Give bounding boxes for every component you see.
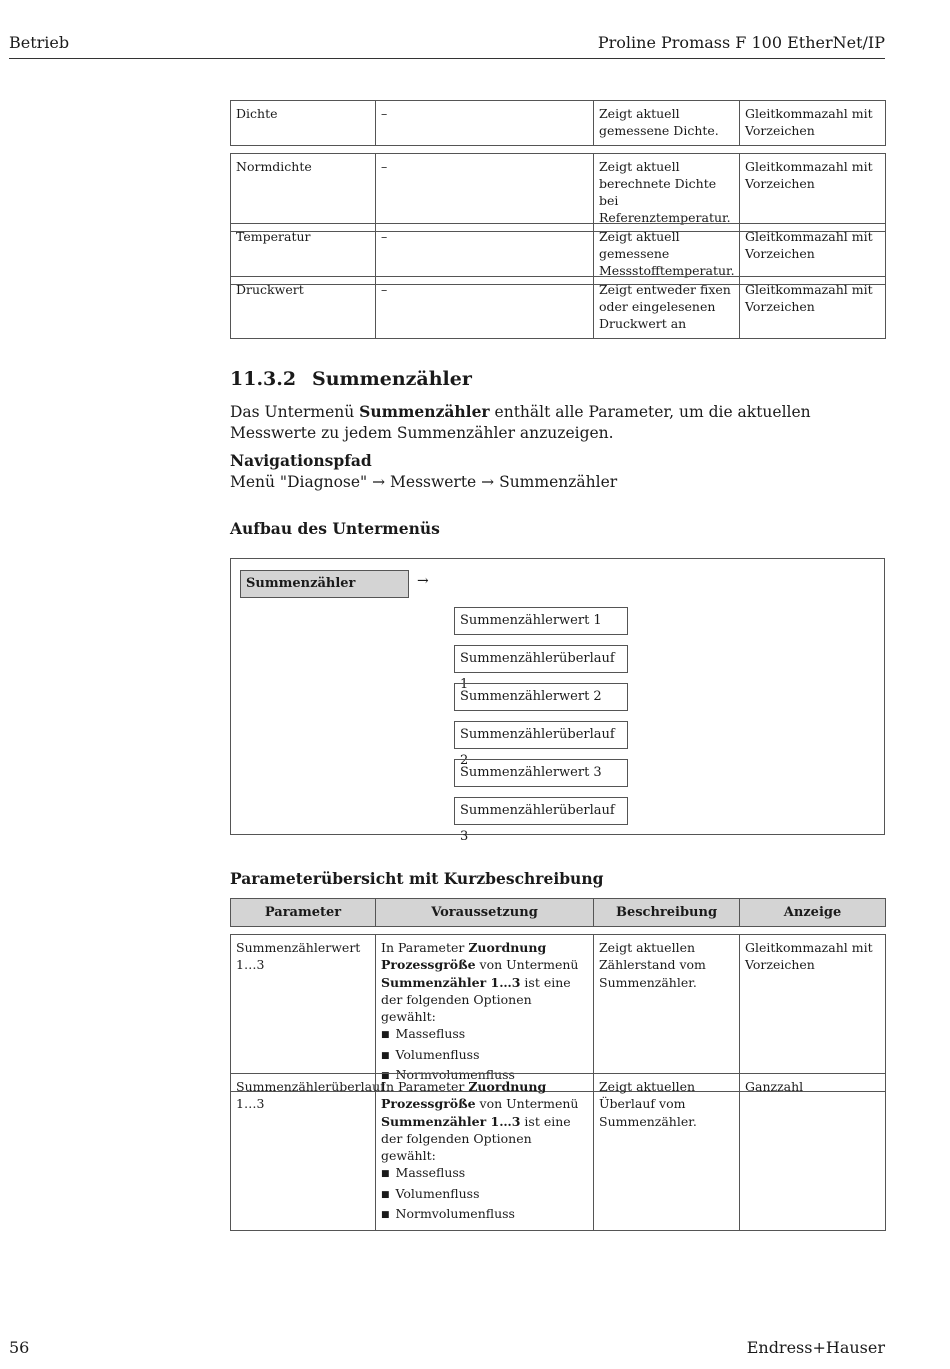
- voraussetzung-text: von Untermenü: [475, 957, 579, 973]
- section-heading: [230, 368, 472, 390]
- column-header: Anzeige: [740, 899, 886, 927]
- param-name: Temperatur: [231, 224, 376, 285]
- overview-table-header: [230, 898, 886, 927]
- param-name: Summenzählerwert 1…3: [231, 935, 376, 1092]
- submenu-item: Summenzählerüberlauf 3: [454, 797, 628, 825]
- overview-heading: Parameterübersicht mit Kurzbeschreibung: [230, 869, 604, 888]
- column-header: Voraussetzung: [376, 899, 594, 927]
- intro-text-pre: Das Untermenü: [230, 403, 360, 421]
- list-item: ■ Volumenfluss: [381, 1046, 589, 1066]
- voraussetzung-param: Zuordnung Prozessgröße: [381, 940, 547, 973]
- voraussetzung-text: In Parameter: [381, 940, 469, 955]
- submenu-item: Summenzählerwert 1: [454, 607, 628, 635]
- param-beschreibung: Zeigt aktuell berechnete Dichte bei Referenztemperatur.: [594, 154, 740, 232]
- section-title: Summenzähler: [312, 368, 472, 390]
- aufbau-heading: Aufbau des Untermenüs: [230, 519, 440, 538]
- voraussetzung-submenu: Summenzähler 1…3: [381, 1113, 521, 1129]
- arrow-right-icon: →: [417, 573, 429, 589]
- page-number: 56: [9, 1338, 30, 1357]
- option-list: [381, 1164, 589, 1225]
- column-header: Parameter: [231, 899, 376, 927]
- column-header: Beschreibung: [594, 899, 740, 927]
- list-item: ■ Massefluss: [381, 1025, 589, 1045]
- param-row-druckwert: [230, 276, 886, 339]
- voraussetzung-text: In Parameter: [381, 1079, 469, 1094]
- param-name: Normdichte: [231, 154, 376, 232]
- param-anzeige: Gleitkommazahl mit Vorzeichen: [740, 224, 886, 285]
- param-voraussetzung: –: [376, 154, 594, 232]
- section-number: 11.3.2: [230, 368, 297, 390]
- list-item: ■ Volumenfluss: [381, 1185, 589, 1205]
- intro-text-post: enthält alle Parameter, um die aktuellen Messwerte zu jedem Summenzähler anzuzeigen.: [230, 403, 811, 442]
- param-anzeige: Gleitkommazahl mit Vorzeichen: [740, 154, 886, 232]
- intro-text-bold: Summenzähler: [359, 402, 490, 421]
- param-anzeige: Gleitkommazahl mit Vorzeichen: [740, 277, 886, 339]
- intro-paragraph: [230, 401, 885, 444]
- submenu-item: Summenzählerüberlauf 1: [454, 645, 628, 673]
- param-voraussetzung: –: [376, 101, 594, 146]
- param-row-normdichte: [230, 153, 886, 232]
- list-item: ■ Normvolumenfluss: [381, 1205, 589, 1225]
- param-beschreibung: Zeigt entweder fixen oder eingelesenen Druckwert an: [594, 277, 740, 339]
- submenu-head: Summenzähler: [240, 570, 409, 598]
- voraussetzung-text: ist eine der folgenden Optionen gewählt:: [381, 974, 571, 1025]
- header-product: Proline Promass F 100 EtherNet/IP: [597, 33, 885, 52]
- param-voraussetzung: –: [376, 224, 594, 285]
- param-beschreibung: Zeigt aktuellen Zählerstand vom Summenzähler.: [594, 935, 740, 1092]
- voraussetzung-text: von Untermenü: [475, 1096, 579, 1112]
- voraussetzung-param: Zuordnung Prozessgröße: [381, 1079, 547, 1112]
- param-beschreibung: Zeigt aktuellen Überlauf vom Summenzähler.: [594, 1074, 740, 1231]
- param-anzeige: Ganzzahl: [740, 1074, 886, 1231]
- param-voraussetzung: [376, 1074, 594, 1231]
- param-anzeige: Gleitkommazahl mit Vorzeichen: [740, 935, 886, 1092]
- param-beschreibung: Zeigt aktuell gemessene Dichte.: [594, 101, 740, 146]
- param-name: Summenzählerüberlauf 1…3: [231, 1074, 376, 1231]
- submenu-item: Summenzählerüberlauf 2: [454, 721, 628, 749]
- param-voraussetzung: –: [376, 277, 594, 339]
- param-beschreibung: Zeigt aktuell gemessene Messstofftemperatur.: [594, 224, 740, 285]
- header-rule: [9, 58, 885, 59]
- param-anzeige: Gleitkommazahl mit Vorzeichen: [740, 101, 886, 146]
- param-name: Dichte: [231, 101, 376, 146]
- nav-path: Menü "Diagnose" → Messwerte → Summenzähler: [230, 473, 618, 491]
- submenu-structure: [230, 558, 885, 844]
- voraussetzung-submenu: Summenzähler 1…3: [381, 974, 521, 990]
- footer-brand: Endress+Hauser: [746, 1338, 885, 1357]
- header-chapter: Betrieb: [9, 33, 70, 52]
- submenu-item: Summenzählerwert 3: [454, 759, 628, 787]
- overview-row-summenzaehlerwert: [230, 934, 886, 1092]
- nav-heading: Navigationspfad: [230, 451, 372, 470]
- voraussetzung-text: ist eine der folgenden Optionen gewählt:: [381, 1113, 571, 1164]
- overview-row-summenzaehlerueberlauf: [230, 1073, 886, 1231]
- submenu-item: Summenzählerwert 2: [454, 683, 628, 711]
- param-voraussetzung: [376, 935, 594, 1092]
- param-name: Druckwert: [231, 277, 376, 339]
- list-item: ■ Massefluss: [381, 1164, 589, 1184]
- list-item: ■ Normvolumenfluss: [381, 1066, 589, 1086]
- param-row-dichte: [230, 100, 886, 146]
